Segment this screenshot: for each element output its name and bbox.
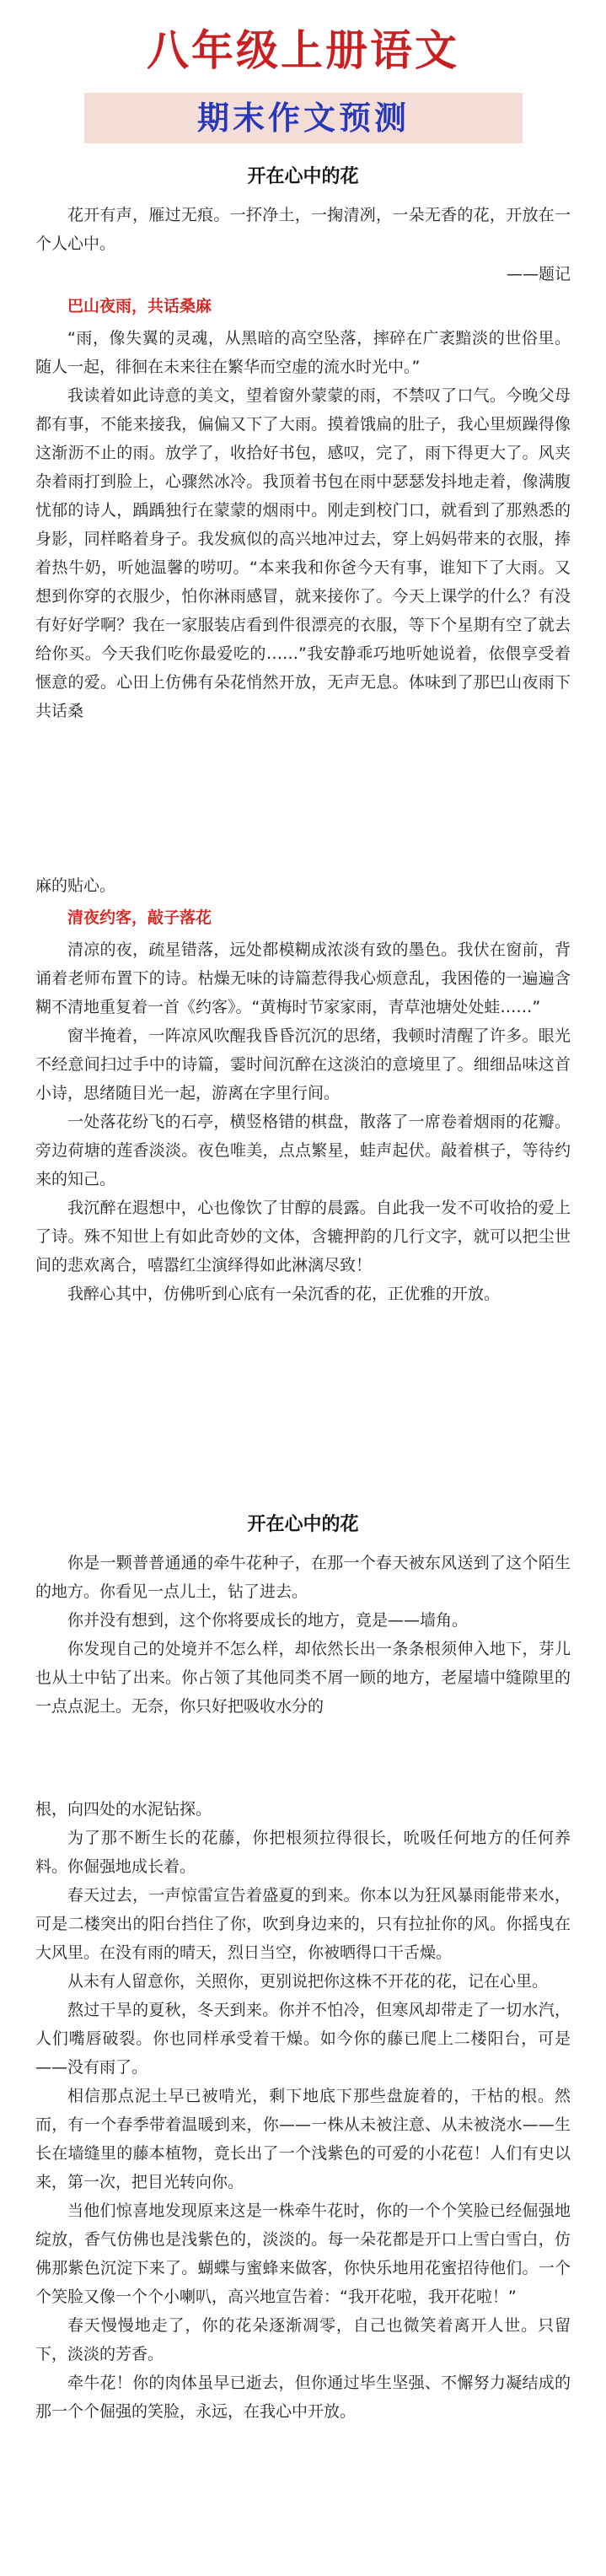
essay1-part1-paragraph-continued: 麻的贴心。 <box>35 876 116 895</box>
essay1-continuation <box>35 871 571 1308</box>
essay2-paragraph: 为了那不断生长的花藤，你把根须拉得很长，吮吸任何地方的任何养料。你倔强地成长着。 <box>35 1829 571 1876</box>
essay2-paragraph: 你发现自己的处境并不怎么样，却依然长出一条条根须伸入地下，芽儿也从土中钻了出来。你占领了其他同类不屑一顾的地方，老屋墙中缝隙里的一点点泥土。无奈，你只好把吸收水分的 <box>35 1640 571 1716</box>
essay1-part1-paragraph: 我读着如此诗意的美文，望着窗外蒙蒙的雨，不禁叹了口气。今晚父母都有事，不能来接我，偏偏又下了大雨。摸着饿扁的肚子，我心里烦躁得像这渐沥不止的雨。放学了，收拾好书包，感叹，完了，雨下得更大了。风夹杂着雨打到脸上，心骤然冰冷。我顶着书包在雨中瑟瑟发抖地走着，像满腹忧郁的诗人，踽踽独行在蒙蒙的烟雨中。刚走到校门口，就看到了那熟悉的身影，同样略着身子。我发疯似的高兴地冲过去，穿上妈妈带来的衣服，捧着热牛奶，听她温馨的唠叨。“本来我和你爸今天有事，谁知下了大雨。又想到你穿的衣服少，怕你淋雨感冒，就来接你了。今天上课学的什么？有没有好好学啊？我在一家服装店看到件很漂亮的衣服，等下个星期有空了就去给你买。今天我们吃你最爱吃的……”我安静乖巧地听她说着，依偎享受着惬意的爱。心田上仿佛有朵花悄然开放，无声无息。体味到了那巴山夜雨下共话桑 <box>35 386 571 720</box>
essay2-paragraph: 熬过干旱的夏秋，冬天到来。你并不怕冷，但寒风却带走了一切水汽，人们嘴唇破裂。你也同样承受着干燥。如今你的藤已爬上二楼阳台，可是——没有雨了。 <box>35 2001 571 2077</box>
essay1-intro-author: ——题记 <box>506 265 571 283</box>
essay2-paragraph: 春天过去，一声惊雷宣告着盛夏的到来。你本以为狂风暴雨能带来水，可是二楼突出的阳台挡住了你，吹到身边来的，只有拉扯你的风。你摇曳在大风里。在没有雨的晴天，烈日当空，你被晒得口干舌燥。 <box>35 1886 571 1962</box>
essay2-title: 开在心中的花 <box>247 1514 359 1535</box>
essay1-section <box>35 160 571 725</box>
essay2-paragraph: 牵牛花！你的肉体虽早已逝去，但你通过毕生坚强、不懈努力凝结成的那一个个倔强的笑脸，永远，在我心中开放。 <box>35 2374 571 2421</box>
essay2-paragraph: 相信那点泥土早已被啃光，剩下地底下那些盘旋着的，干枯的根。然而，有一个春季带着温暖到来，你——一株从未被注意、从未被浇水——生长在墙缝里的藤本植物，竟长出了一个浅紫色的可爱的小花苞！人们有史以来，第一次，把目光转向你。 <box>35 2087 571 2191</box>
essay1-part2-paragraph: 我醉心其中，仿佛听到心底有一朵沉香的花，正优雅的开放。 <box>67 1285 501 1303</box>
essay1-part2-paragraph: 一处落花纷飞的石亭，横竖格错的棋盘，散落了一席卷着烟雨的花瓣。旁边荷塘的莲香淡淡。夜色唯美，点点繁星，蛙声起伏。敲着棋子，等待约来的知己。 <box>35 1113 571 1188</box>
essay2-paragraph-continued: 根，向四处的水泥钻探。 <box>35 1800 212 1819</box>
essay2-paragraph: 你并没有想到，这个你将要成长的地方，竟是——墙角。 <box>67 1611 469 1630</box>
essay2-section <box>35 1508 571 1721</box>
page-subtitle: 期末作文预测 <box>84 93 523 143</box>
essay1-part1-heading: 巴山夜雨，共话桑麻 <box>67 297 212 315</box>
essay2-paragraph: 当他们惊喜地发现原来这是一株牵牛花时，你的一个个笑脸已经倔强地绽放，香气仿佛也是浅紫色的，淡淡的。每一朵花都是开口上雪白雪白，仿佛那紫色沉淀下来了。蝴蝶与蜜蜂来做客，你快乐地用花蜜招待他们。一个个笑脸又像一个个小喇叭，高兴地宣告着：“我开花啦，我开花啦！” <box>35 2201 571 2306</box>
essay2-paragraph: 从未有人留意你，关照你，更别说把你这株不开花的花，记在心里。 <box>67 1972 549 1991</box>
essay2-paragraph: 春天慢慢地走了，你的花朵逐渐凋零，自己也微笑着离开人世。只留下，淡淡的芳香。 <box>35 2316 571 2363</box>
essay1-intro: 花开有声，雁过无痕。一抔净土，一掬清冽，一朵无香的花，开放在一个人心中。 <box>35 206 571 253</box>
essay1-title: 开在心中的花 <box>247 166 359 187</box>
essay2-continuation <box>35 1795 571 2426</box>
essay1-part2-heading: 清夜约客，敲子落花 <box>67 908 212 927</box>
essay1-part2-paragraph: 我沉醉在遐想中，心也像饮了甘醇的晨露。自此我一发不可收拾的爱上了诗。殊不知世上有如此奇妙的文体，含辘押韵的几行文字，就可以把尘世间的悲欢离合，嘻嚣红尘演绎得如此淋漓尽致！ <box>35 1199 571 1275</box>
essay1-part2-paragraph: 窗半掩着，一阵凉风吹醒我昏昏沉沉的思绪，我顿时清醒了许多。眼光不经意间扫过手中的诗篇，霎时间沉醉在这淡泊的意境里了。细细品味这首小诗，思绪随目光一起，游离在字里行间。 <box>35 1027 571 1102</box>
essay1-part2-paragraph: 清凉的夜，疏星错落，远处都模糊成浓淡有致的墨色。我伏在窗前，背诵着老师布置下的诗。枯燥无味的诗篇惹得我心烦意乱，我困倦的一遍遍含糊不清地重复着一首《约客》。“黄梅时节家家雨，青草池塘处处蛙……” <box>35 940 571 1016</box>
essay1-part1-paragraph: “雨，像失翼的灵魂，从黑暗的高空坠落，摔碎在广袤黯淡的世俗里。随人一起，徘徊在未来往在繁华而空虚的流水时光中。” <box>35 329 571 376</box>
essay2-paragraph: 你是一颗普普通通的牵牛花种子，在那一个春天被东风送到了这个陌生的地方。你看见一点儿土，钻了进去。 <box>35 1554 571 1601</box>
page-title: 八年级上册语文 <box>147 26 459 75</box>
